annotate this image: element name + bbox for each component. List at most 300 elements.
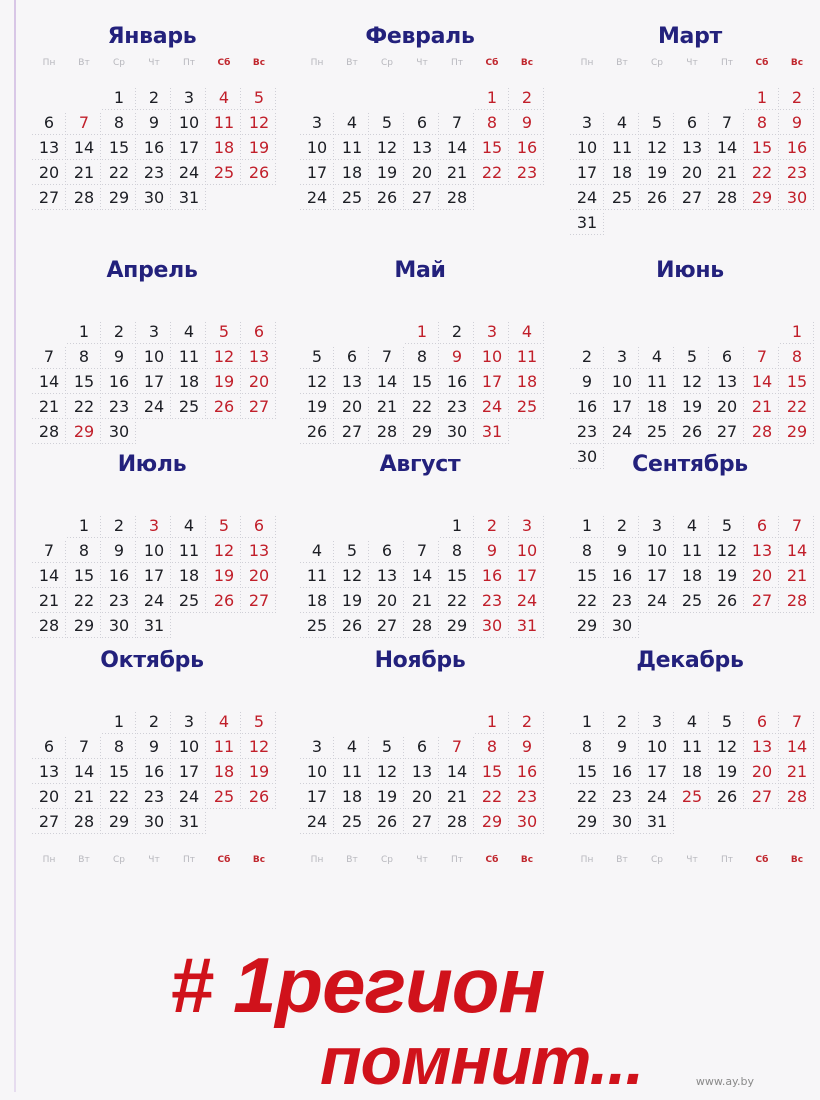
day-cell: 14 <box>440 136 474 160</box>
day-cell: 18 <box>207 760 241 784</box>
month-title: Октябрь <box>100 648 204 673</box>
day-cell: 30 <box>475 614 509 638</box>
day-cell: 19 <box>675 395 709 419</box>
day-cell: 2 <box>475 514 509 538</box>
day-cell: 13 <box>405 136 439 160</box>
day-cell: 29 <box>102 186 136 210</box>
day-cell: 2 <box>510 86 544 110</box>
day-cell: 2 <box>605 514 639 538</box>
day-cell: 7 <box>67 735 101 759</box>
day-cell: 30 <box>137 186 171 210</box>
day-cell: 7 <box>32 345 66 369</box>
day-cell: 22 <box>405 395 439 419</box>
day-cell: 7 <box>32 539 66 563</box>
day-cell: 17 <box>475 370 509 394</box>
weekday-label: Чт <box>416 58 428 68</box>
day-cell: 22 <box>780 395 814 419</box>
day-cell: 10 <box>300 136 334 160</box>
day-cell: 10 <box>475 345 509 369</box>
day-cell: 25 <box>675 589 709 613</box>
day-cell: 10 <box>605 370 639 394</box>
day-cell: 10 <box>137 539 171 563</box>
weekday-label: Чт <box>416 855 428 865</box>
day-cell: 2 <box>137 710 171 734</box>
day-cell: 11 <box>172 345 206 369</box>
day-cell: 1 <box>405 320 439 344</box>
day-cell: 14 <box>780 735 814 759</box>
day-cell: 18 <box>510 370 544 394</box>
day-cell: 20 <box>242 564 276 588</box>
day-cell: 10 <box>510 539 544 563</box>
day-cell: 19 <box>710 564 744 588</box>
day-cell: 3 <box>570 111 604 135</box>
day-cell: 8 <box>405 345 439 369</box>
day-cell: 19 <box>242 760 276 784</box>
weekday-label: Ср <box>113 855 125 865</box>
day-cell: 12 <box>675 370 709 394</box>
day-cell: 23 <box>605 589 639 613</box>
day-cell: 24 <box>640 785 674 809</box>
day-cell: 6 <box>745 514 779 538</box>
day-cell: 10 <box>172 735 206 759</box>
day-cell: 18 <box>675 760 709 784</box>
day-cell: 12 <box>710 735 744 759</box>
day-cell: 21 <box>440 785 474 809</box>
day-cell: 2 <box>137 86 171 110</box>
day-cell: 14 <box>370 370 404 394</box>
day-cell: 17 <box>640 760 674 784</box>
day-cell: 30 <box>780 186 814 210</box>
day-cell: 9 <box>475 539 509 563</box>
day-cell: 19 <box>207 564 241 588</box>
day-cell: 31 <box>172 810 206 834</box>
day-cell: 4 <box>675 514 709 538</box>
day-cell: 28 <box>780 785 814 809</box>
day-cell: 25 <box>172 395 206 419</box>
day-cell: 27 <box>710 420 744 444</box>
weekday-label: Вс <box>790 58 804 68</box>
day-cell: 30 <box>102 614 136 638</box>
day-cell: 15 <box>102 760 136 784</box>
weekday-label: Вт <box>346 855 358 865</box>
day-cell: 24 <box>570 186 604 210</box>
day-cell: 26 <box>242 161 276 185</box>
day-cell: 29 <box>780 420 814 444</box>
month-7 <box>32 452 282 652</box>
day-cell: 26 <box>710 785 744 809</box>
day-cell: 21 <box>32 395 66 419</box>
day-cell: 26 <box>242 785 276 809</box>
day-cell: 26 <box>370 810 404 834</box>
day-cell: 24 <box>172 161 206 185</box>
month-10 <box>32 648 282 865</box>
month-title: Май <box>394 258 446 283</box>
day-cell: 7 <box>405 539 439 563</box>
month-8 <box>300 452 550 652</box>
day-cell: 12 <box>207 539 241 563</box>
day-cell: 16 <box>102 564 136 588</box>
day-cell: 29 <box>570 614 604 638</box>
weekday-label: Пт <box>182 58 195 68</box>
day-cell: 9 <box>510 735 544 759</box>
day-cell: 31 <box>475 420 509 444</box>
day-cell: 26 <box>335 614 369 638</box>
day-cell: 12 <box>207 345 241 369</box>
day-cell: 24 <box>475 395 509 419</box>
day-cell: 21 <box>32 589 66 613</box>
day-cell: 28 <box>32 614 66 638</box>
day-cell: 3 <box>640 514 674 538</box>
day-cell: 10 <box>570 136 604 160</box>
day-cell: 6 <box>242 514 276 538</box>
weekday-label: Чт <box>148 58 160 68</box>
day-cell: 29 <box>67 614 101 638</box>
day-cell: 27 <box>242 589 276 613</box>
day-cell: 17 <box>300 161 334 185</box>
weekday-label: Вс <box>790 855 804 865</box>
month-4 <box>32 258 282 458</box>
day-cell: 7 <box>67 111 101 135</box>
month-title: Март <box>657 24 723 49</box>
day-cell: 1 <box>570 710 604 734</box>
weekday-label: Чт <box>686 855 698 865</box>
day-cell: 12 <box>710 539 744 563</box>
day-cell: 28 <box>67 186 101 210</box>
day-cell: 20 <box>335 395 369 419</box>
day-cell: 21 <box>440 161 474 185</box>
day-cell: 14 <box>745 370 779 394</box>
day-cell: 22 <box>475 161 509 185</box>
weekday-label: Вт <box>616 855 628 865</box>
day-cell: 24 <box>640 589 674 613</box>
day-cell: 25 <box>207 161 241 185</box>
day-cell: 28 <box>745 420 779 444</box>
day-cell: 30 <box>440 420 474 444</box>
day-cell: 18 <box>172 564 206 588</box>
weekday-label: Пн <box>42 58 56 68</box>
day-cell: 27 <box>405 810 439 834</box>
slogan-line-2: помнит... <box>320 1023 644 1099</box>
day-cell: 11 <box>605 136 639 160</box>
day-cell: 11 <box>207 735 241 759</box>
day-cell: 20 <box>370 589 404 613</box>
day-cell: 15 <box>67 370 101 394</box>
day-cell: 16 <box>570 395 604 419</box>
month-title: Июнь <box>656 258 724 283</box>
day-cell: 25 <box>510 395 544 419</box>
day-cell: 17 <box>640 564 674 588</box>
day-cell: 8 <box>67 539 101 563</box>
day-cell: 27 <box>335 420 369 444</box>
day-cell: 18 <box>675 564 709 588</box>
day-cell: 9 <box>440 345 474 369</box>
day-cell: 28 <box>405 614 439 638</box>
weekday-label: Пн <box>580 58 594 68</box>
day-cell: 11 <box>675 539 709 563</box>
day-cell: 20 <box>405 785 439 809</box>
day-cell: 15 <box>745 136 779 160</box>
day-cell: 21 <box>67 161 101 185</box>
month-title: Ноябрь <box>374 648 466 673</box>
day-cell: 10 <box>640 735 674 759</box>
day-cell: 6 <box>32 111 66 135</box>
day-cell: 19 <box>640 161 674 185</box>
day-cell: 1 <box>440 514 474 538</box>
day-cell: 19 <box>370 785 404 809</box>
day-cell: 5 <box>640 111 674 135</box>
day-cell: 12 <box>640 136 674 160</box>
weekday-label: Сб <box>485 58 499 68</box>
weekday-label: Сб <box>755 58 769 68</box>
day-cell: 23 <box>570 420 604 444</box>
day-cell: 6 <box>675 111 709 135</box>
day-cell: 4 <box>172 320 206 344</box>
day-cell: 28 <box>710 186 744 210</box>
day-cell: 21 <box>745 395 779 419</box>
day-cell: 15 <box>475 136 509 160</box>
day-cell: 18 <box>207 136 241 160</box>
day-cell: 20 <box>32 161 66 185</box>
day-cell: 25 <box>335 186 369 210</box>
day-cell: 11 <box>335 760 369 784</box>
month-12 <box>570 648 820 865</box>
day-cell: 31 <box>510 614 544 638</box>
day-cell: 10 <box>640 539 674 563</box>
day-cell: 22 <box>570 589 604 613</box>
day-cell: 24 <box>510 589 544 613</box>
day-cell: 25 <box>207 785 241 809</box>
day-cell: 29 <box>440 614 474 638</box>
day-cell: 4 <box>675 710 709 734</box>
day-cell: 30 <box>137 810 171 834</box>
day-cell: 14 <box>710 136 744 160</box>
weekday-label: Чт <box>148 855 160 865</box>
day-cell: 19 <box>207 370 241 394</box>
day-cell: 21 <box>710 161 744 185</box>
day-cell: 11 <box>675 735 709 759</box>
day-cell: 4 <box>335 735 369 759</box>
day-cell: 3 <box>172 710 206 734</box>
day-cell: 17 <box>172 760 206 784</box>
weekday-label: Вт <box>78 855 90 865</box>
day-cell: 21 <box>780 564 814 588</box>
weekday-label: Сб <box>755 855 769 865</box>
day-cell: 11 <box>172 539 206 563</box>
day-cell: 23 <box>510 785 544 809</box>
weekday-label: Ср <box>381 855 393 865</box>
day-cell: 21 <box>405 589 439 613</box>
day-cell: 9 <box>102 345 136 369</box>
day-cell: 16 <box>780 136 814 160</box>
day-cell: 15 <box>405 370 439 394</box>
day-cell: 9 <box>137 735 171 759</box>
day-cell: 11 <box>510 345 544 369</box>
day-cell: 13 <box>335 370 369 394</box>
day-cell: 24 <box>605 420 639 444</box>
day-cell: 24 <box>172 785 206 809</box>
day-cell: 8 <box>570 735 604 759</box>
day-cell: 14 <box>780 539 814 563</box>
day-cell: 20 <box>710 395 744 419</box>
weekday-label: Пн <box>310 855 324 865</box>
day-cell: 19 <box>300 395 334 419</box>
day-cell: 13 <box>745 735 779 759</box>
day-cell: 18 <box>335 785 369 809</box>
day-cell: 15 <box>67 564 101 588</box>
day-cell: 16 <box>137 760 171 784</box>
day-cell: 9 <box>510 111 544 135</box>
day-cell: 15 <box>440 564 474 588</box>
day-cell: 19 <box>242 136 276 160</box>
day-cell: 7 <box>440 735 474 759</box>
day-cell: 2 <box>102 514 136 538</box>
day-cell: 28 <box>67 810 101 834</box>
day-cell: 12 <box>242 735 276 759</box>
day-cell: 19 <box>370 161 404 185</box>
day-cell: 24 <box>137 589 171 613</box>
day-cell: 12 <box>370 760 404 784</box>
day-cell: 13 <box>710 370 744 394</box>
day-cell: 3 <box>300 111 334 135</box>
weekday-label: Ср <box>651 58 663 68</box>
day-cell: 8 <box>745 111 779 135</box>
weekday-label: Пт <box>720 58 733 68</box>
weekday-label: Сб <box>217 58 231 68</box>
weekday-label: Чт <box>686 58 698 68</box>
day-cell: 15 <box>570 760 604 784</box>
day-cell: 16 <box>475 564 509 588</box>
day-cell: 13 <box>32 760 66 784</box>
day-cell: 9 <box>780 111 814 135</box>
month-title: Февраль <box>365 24 475 49</box>
day-cell: 11 <box>640 370 674 394</box>
day-cell: 13 <box>32 136 66 160</box>
weekday-label: Вс <box>252 58 266 68</box>
day-cell: 20 <box>675 161 709 185</box>
day-cell: 13 <box>675 136 709 160</box>
day-cell: 9 <box>605 539 639 563</box>
day-cell: 2 <box>605 710 639 734</box>
weekday-label: Вт <box>346 58 358 68</box>
day-cell: 23 <box>137 161 171 185</box>
weekday-label: Ср <box>381 58 393 68</box>
month-title: Январь <box>107 24 197 49</box>
day-cell: 3 <box>137 320 171 344</box>
day-cell: 12 <box>300 370 334 394</box>
day-cell: 29 <box>67 420 101 444</box>
day-cell: 8 <box>440 539 474 563</box>
day-cell: 11 <box>300 564 334 588</box>
day-cell: 1 <box>745 86 779 110</box>
day-cell: 4 <box>300 539 334 563</box>
day-cell: 6 <box>405 735 439 759</box>
day-cell: 27 <box>370 614 404 638</box>
day-cell: 13 <box>405 760 439 784</box>
month-title: Апрель <box>106 258 198 283</box>
day-cell: 4 <box>605 111 639 135</box>
day-cell: 21 <box>780 760 814 784</box>
day-cell: 26 <box>207 589 241 613</box>
day-cell: 16 <box>510 760 544 784</box>
day-cell: 6 <box>405 111 439 135</box>
day-cell: 14 <box>32 370 66 394</box>
day-cell: 1 <box>475 86 509 110</box>
day-cell: 22 <box>745 161 779 185</box>
day-cell: 4 <box>640 345 674 369</box>
weekday-label: Вс <box>520 58 534 68</box>
day-cell: 30 <box>510 810 544 834</box>
day-cell: 5 <box>370 735 404 759</box>
day-cell: 4 <box>172 514 206 538</box>
day-cell: 27 <box>675 186 709 210</box>
day-cell: 5 <box>710 514 744 538</box>
weekday-label: Сб <box>217 855 231 865</box>
day-cell: 25 <box>640 420 674 444</box>
month-title: Декабрь <box>636 648 744 673</box>
day-cell: 15 <box>780 370 814 394</box>
day-cell: 4 <box>207 86 241 110</box>
day-cell: 20 <box>745 760 779 784</box>
day-cell: 5 <box>207 514 241 538</box>
day-cell: 3 <box>475 320 509 344</box>
day-cell: 5 <box>710 710 744 734</box>
day-cell: 1 <box>67 320 101 344</box>
day-cell: 5 <box>242 710 276 734</box>
day-cell: 31 <box>570 211 604 235</box>
day-cell: 13 <box>242 539 276 563</box>
day-cell: 31 <box>640 810 674 834</box>
day-cell: 8 <box>102 111 136 135</box>
day-cell: 31 <box>172 186 206 210</box>
day-cell: 15 <box>475 760 509 784</box>
month-3 <box>570 24 820 232</box>
day-cell: 7 <box>780 514 814 538</box>
day-cell: 11 <box>335 136 369 160</box>
day-cell: 28 <box>440 810 474 834</box>
day-cell: 1 <box>102 710 136 734</box>
day-cell: 5 <box>207 320 241 344</box>
day-cell: 9 <box>570 370 604 394</box>
weekday-label: Вт <box>78 58 90 68</box>
day-cell: 8 <box>475 111 509 135</box>
day-cell: 8 <box>570 539 604 563</box>
day-cell: 2 <box>102 320 136 344</box>
day-cell: 2 <box>510 710 544 734</box>
day-cell: 26 <box>300 420 334 444</box>
day-cell: 22 <box>440 589 474 613</box>
page-edge <box>14 0 16 1092</box>
watermark: www.ay.by <box>695 1075 754 1088</box>
day-cell: 6 <box>370 539 404 563</box>
day-cell: 19 <box>335 589 369 613</box>
month-11 <box>300 648 550 865</box>
day-cell: 4 <box>335 111 369 135</box>
day-cell: 25 <box>172 589 206 613</box>
day-cell: 9 <box>137 111 171 135</box>
day-cell: 17 <box>510 564 544 588</box>
day-cell: 17 <box>300 785 334 809</box>
day-cell: 18 <box>172 370 206 394</box>
weekday-label: Пт <box>182 855 195 865</box>
day-cell: 20 <box>745 564 779 588</box>
weekday-label: Пн <box>42 855 56 865</box>
day-cell: 22 <box>102 161 136 185</box>
day-cell: 27 <box>745 589 779 613</box>
day-cell: 29 <box>745 186 779 210</box>
weekday-label: Пн <box>580 855 594 865</box>
day-cell: 14 <box>67 136 101 160</box>
day-cell: 14 <box>405 564 439 588</box>
